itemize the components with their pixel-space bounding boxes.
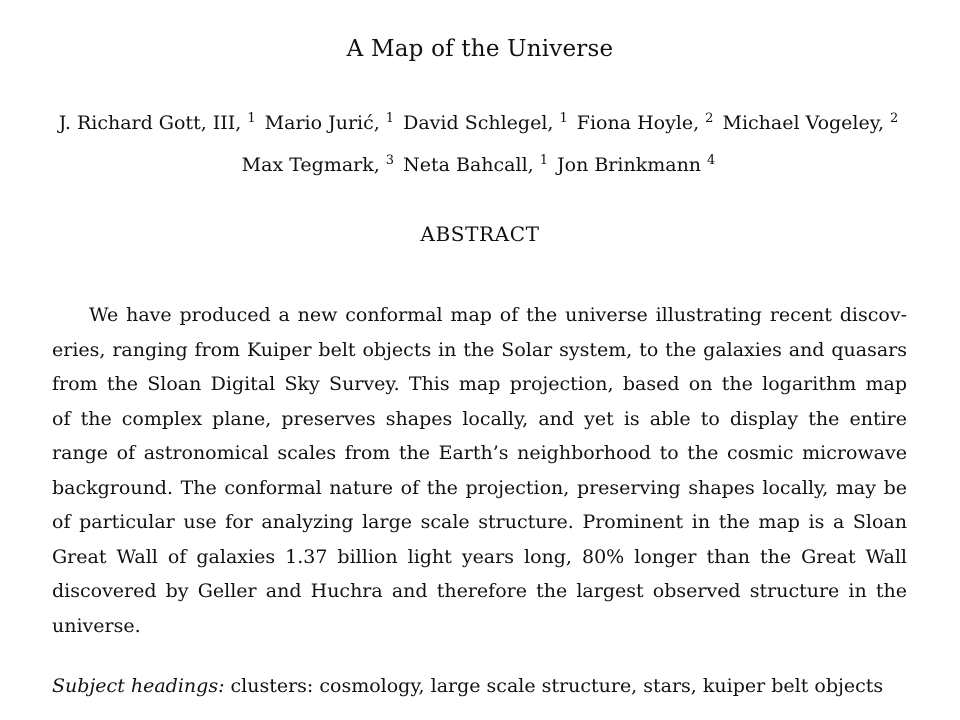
author-list xyxy=(8,100,952,184)
abstract-line: from the Sloan Digital Sky Survey. This map projection, based on the logarithm map xyxy=(52,373,907,395)
author-item xyxy=(723,112,902,134)
affiliation-marker: 1 xyxy=(539,153,548,168)
affiliation-marker: 2 xyxy=(890,111,899,126)
author-name: Jon Brinkmann xyxy=(557,154,702,176)
author-item xyxy=(403,154,551,176)
author-item xyxy=(557,154,718,176)
affiliation-marker: 3 xyxy=(385,153,395,168)
abstract-line: eries, ranging from Kuiper belt objects in the Solar system, to the galaxies and quasars xyxy=(52,338,907,361)
author-item xyxy=(59,112,259,134)
subject-headings-label: Subject headings: xyxy=(52,675,225,697)
abstract-line: Great Wall of galaxies 1.37 billion light years long, 80% longer than the Great Wall xyxy=(52,545,907,568)
affiliation-marker: 2 xyxy=(705,111,714,126)
author-name: Neta Bahcall, xyxy=(403,154,534,176)
author-name: Mario Jurić, xyxy=(264,112,380,134)
author-name: David Schlegel, xyxy=(403,112,554,134)
paper-title: A Map of the Universe xyxy=(346,36,614,62)
author-name: Michael Vogeley, xyxy=(722,112,884,134)
abstract-heading: ABSTRACT xyxy=(420,222,540,246)
abstract-line: range of astronomical scales from the Earth’s neighborhood to the cosmic microwave xyxy=(52,442,907,464)
author-item xyxy=(265,112,397,134)
abstract-line: of particular use for analyzing large scale structure. Prominent in the map is a Sloan xyxy=(52,511,907,533)
author-name: Max Tegmark, xyxy=(241,154,380,176)
affiliation-marker: 4 xyxy=(707,153,716,168)
abstract-line: of the complex plane, preserves shapes locally, and yet is able to display the entire xyxy=(52,407,907,430)
abstract-line: We have produced a new conformal map of the universe illustrating recent discov- xyxy=(89,304,907,326)
subject-headings xyxy=(52,675,922,697)
abstract-line: discovered by Geller and Huchra and therefore the largest observed structure in the xyxy=(52,580,907,602)
author-name: Fiona Hoyle, xyxy=(576,112,700,134)
author-name: J. Richard Gott, III, xyxy=(58,112,242,134)
author-item xyxy=(403,112,571,134)
abstract-line: background. The conformal nature of the projection, preserving shapes locally, may be xyxy=(52,476,907,499)
affiliation-marker: 1 xyxy=(559,111,568,126)
subject-headings-value: clusters: cosmology, large scale structure, stars, kuiper belt objects xyxy=(230,675,884,697)
author-item xyxy=(242,154,397,176)
affiliation-marker: 1 xyxy=(247,111,256,126)
abstract-line: universe. xyxy=(52,614,141,637)
author-item xyxy=(577,112,717,134)
abstract-body xyxy=(52,298,907,643)
affiliation-marker: 1 xyxy=(385,111,395,126)
